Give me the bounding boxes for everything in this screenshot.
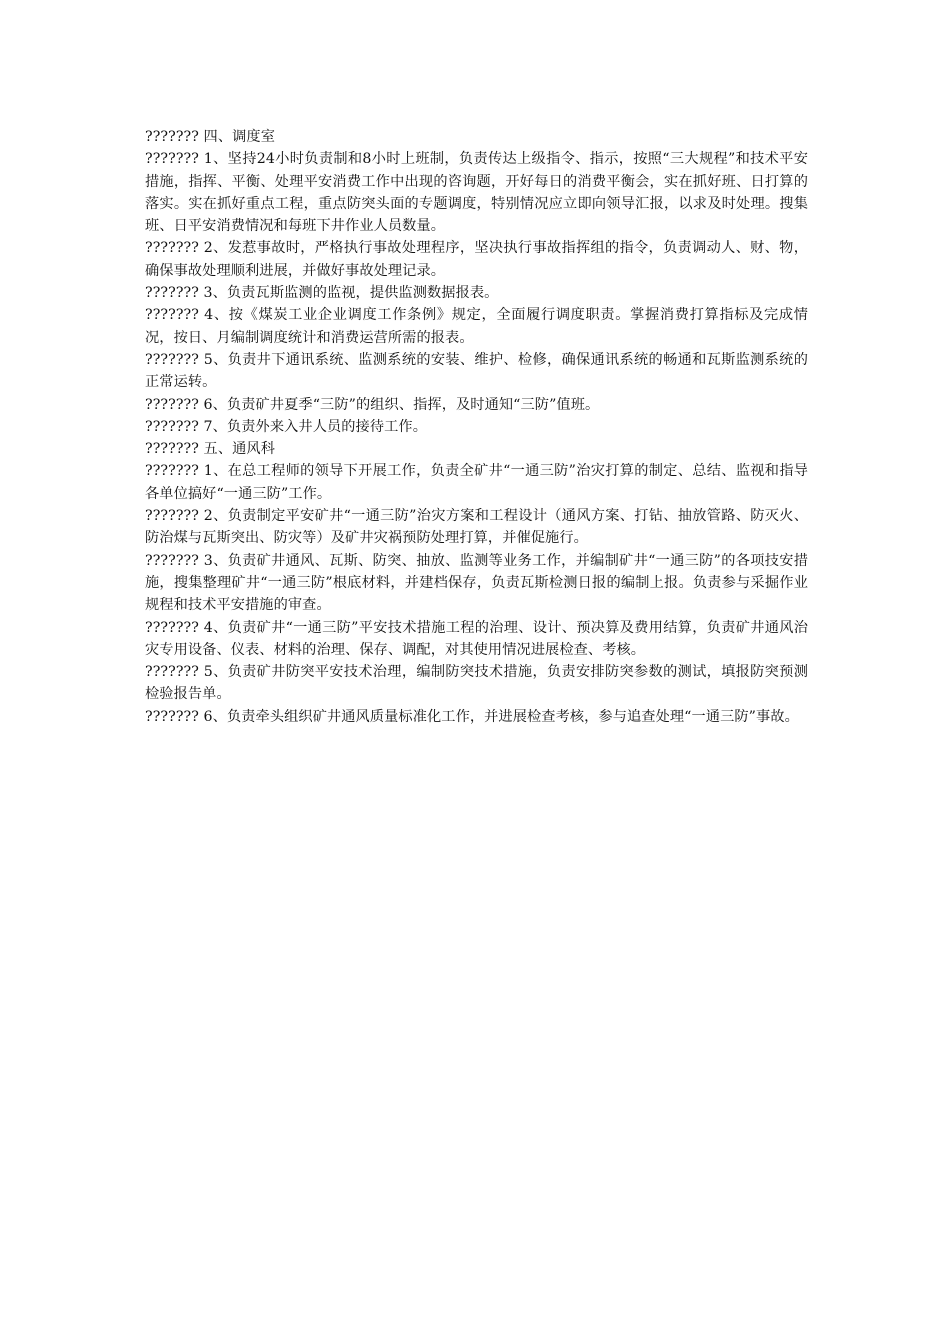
section-heading-ventilation-dept: ??????? 五、通风科 bbox=[145, 441, 275, 458]
paragraph-item-1: ??????? 1、在总工程师的领导下开展工作，负责全矿井“一通三防”治灾打算的制定、总结、监视和指导各单位搞好“一通三防”工作。 bbox=[145, 463, 808, 502]
section-heading-dispatch-room: ??????? 四、调度室 bbox=[145, 129, 275, 145]
document-body bbox=[145, 126, 808, 728]
paragraph-item-5: ??????? 5、负责井下通讯系统、监测系统的安装、维护、检修，确保通讯系统的畅通和瓦斯监测系统的正常运转。 bbox=[145, 351, 808, 391]
paragraph-item-2: ??????? 2、负责制定平安矿井“一通三防”治灾方案和工程设计（通风方案、打钻、抽放管路、防灭火、防治煤与瓦斯突出、防灾等）及矿井灾祸预防处理打算，并催促施行。 bbox=[145, 508, 808, 547]
paragraph-item-7: ??????? 7、负责外来入井人员的接待工作。 bbox=[145, 418, 427, 435]
paragraph-item-1: ??????? 1、坚持24小时负责制和8小时上班制，负责传达上级指令、指示，按照“三大规程”和技术平安措施，指挥、平衡、处理平安消费工作中出现的咨询题，开好每日的消费平衡会，实在抓好班、日打算的落实。实在抓好重点工程，重点防突头面的专题调度，特别情况应立即向领导汇报，以求及时处理。搜集班、日平安消费情况和每班下井作业人员数量。 bbox=[145, 151, 808, 235]
paragraph-item-4: ??????? 4、按《煤炭工业企业调度工作条例》规定，全面履行调度职责。掌握消费打算指标及完成情况，按日、月编制调度统计和消费运营所需的报表。 bbox=[145, 307, 808, 346]
paragraph-item-3: ??????? 3、负责瓦斯监测的监视，提供监测数据报表。 bbox=[145, 285, 499, 302]
paragraph-item-6: ??????? 6、负责矿井夏季“三防”的组织、指挥，及时通知“三防”值班。 bbox=[145, 396, 600, 413]
paragraph-item-4: ??????? 4、负责矿井“一通三防”平安技术措施工程的治理、设计、预决算及费用结算，负责矿井通风治灾专用设备、仪表、材料的治理、保存、调配，对其使用情况进展检查、考核。 bbox=[145, 619, 808, 658]
paragraph-item-2: ??????? 2、发惹事故时，严格执行事故处理程序，坚决执行事故指挥组的指令，负责调动人、财、物，确保事故处理顺利进展，并做好事故处理记录。 bbox=[145, 240, 808, 279]
paragraph-item-3: ??????? 3、负责矿井通风、瓦斯、防突、抽放、监测等业务工作，并编制矿井“一通三防”的各项技安措施，搜集整理矿井“一通三防”根底材料，并建档保存，负责瓦斯检测日报的编制上报。负责参与采掘作业规程和技术平安措施的审查。 bbox=[145, 552, 808, 614]
paragraph-item-5: ??????? 5、负责矿井防突平安技术治理，编制防突技术措施，负责安排防突参数的测试，填报防突预测检验报告单。 bbox=[145, 664, 808, 703]
paragraph-item-6: ??????? 6、负责牵头组织矿井通风质量标准化工作，并进展检查考核，参与追查处理“一通三防”事故。 bbox=[145, 708, 799, 725]
